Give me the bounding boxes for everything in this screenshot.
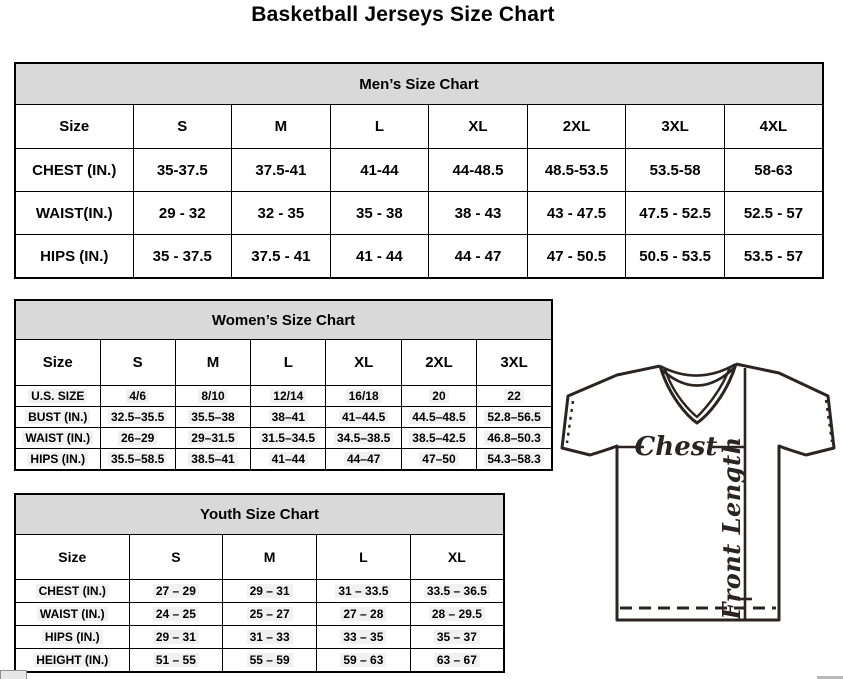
column-header: Size bbox=[15, 535, 129, 580]
table-row bbox=[15, 407, 552, 428]
table-row bbox=[15, 449, 552, 471]
size-value: 25 – 27 bbox=[223, 603, 317, 626]
column-header: XL bbox=[326, 340, 401, 386]
row-label: WAIST(IN.) bbox=[15, 192, 133, 235]
row-label: HIPS (IN.) bbox=[15, 626, 129, 649]
size-value: 29 - 32 bbox=[133, 192, 232, 235]
size-value: 37.5 - 41 bbox=[232, 235, 331, 279]
column-header: S bbox=[100, 340, 175, 386]
column-header: 3XL bbox=[477, 340, 552, 386]
table-row bbox=[15, 192, 823, 235]
table-row bbox=[15, 649, 504, 673]
womens-size-table bbox=[14, 299, 553, 471]
jersey-measurement-diagram bbox=[556, 352, 843, 637]
size-value: 35 - 37.5 bbox=[133, 235, 232, 279]
table-row bbox=[15, 626, 504, 649]
column-header: S bbox=[129, 535, 223, 580]
column-header: L bbox=[317, 535, 411, 580]
row-label: HIPS (IN.) bbox=[15, 449, 100, 471]
chest-measure-label: Chest bbox=[634, 432, 718, 462]
table-row bbox=[15, 386, 552, 407]
vneck-outer-edge bbox=[660, 364, 736, 423]
column-header: 2XL bbox=[527, 105, 626, 149]
size-value: 44.5–48.5 bbox=[401, 407, 476, 428]
size-value: 29–31.5 bbox=[175, 428, 250, 449]
mens-size-table bbox=[14, 62, 824, 279]
size-value: 35 - 38 bbox=[330, 192, 429, 235]
size-value: 58-63 bbox=[724, 149, 823, 192]
size-value: 52.5 - 57 bbox=[724, 192, 823, 235]
size-value: 43 - 47.5 bbox=[527, 192, 626, 235]
size-value: 44–47 bbox=[326, 449, 401, 471]
size-value: 38 - 43 bbox=[429, 192, 528, 235]
row-label: CHEST (IN.) bbox=[15, 149, 133, 192]
column-header: M bbox=[175, 340, 250, 386]
size-value: 52.8–56.5 bbox=[477, 407, 552, 428]
size-value: 24 – 25 bbox=[129, 603, 223, 626]
size-value: 54.3–58.3 bbox=[477, 449, 552, 471]
row-label: HEIGHT (IN.) bbox=[15, 649, 129, 673]
size-value: 41–44 bbox=[251, 449, 326, 471]
column-header: M bbox=[223, 535, 317, 580]
column-header: L bbox=[251, 340, 326, 386]
size-value: 31 – 33.5 bbox=[317, 580, 411, 603]
size-value: 38–41 bbox=[251, 407, 326, 428]
size-value: 35.5–58.5 bbox=[100, 449, 175, 471]
column-header: Size bbox=[15, 105, 133, 149]
size-value: 47 - 50.5 bbox=[527, 235, 626, 279]
size-value: 38.5–42.5 bbox=[401, 428, 476, 449]
size-value: 35.5–38 bbox=[175, 407, 250, 428]
size-value: 35 – 37 bbox=[410, 626, 504, 649]
row-label: U.S. SIZE bbox=[15, 386, 100, 407]
size-value: 34.5–38.5 bbox=[326, 428, 401, 449]
column-header: 2XL bbox=[401, 340, 476, 386]
size-value: 50.5 - 53.5 bbox=[626, 235, 725, 279]
size-value: 47.5 - 52.5 bbox=[626, 192, 725, 235]
jersey-outline bbox=[562, 364, 834, 620]
size-value: 55 – 59 bbox=[223, 649, 317, 673]
size-value: 53.5 - 57 bbox=[724, 235, 823, 279]
table-title: Youth Size Chart bbox=[15, 494, 504, 535]
row-label: WAIST (IN.) bbox=[15, 428, 100, 449]
size-value: 48.5-53.5 bbox=[527, 149, 626, 192]
size-value: 38.5–41 bbox=[175, 449, 250, 471]
size-value: 27 – 29 bbox=[129, 580, 223, 603]
table-row bbox=[15, 580, 504, 603]
size-value: 29 – 31 bbox=[129, 626, 223, 649]
row-label: WAIST (IN.) bbox=[15, 603, 129, 626]
size-value: 41-44 bbox=[330, 149, 429, 192]
table-title: Women’s Size Chart bbox=[15, 300, 552, 340]
size-value: 33 – 35 bbox=[317, 626, 411, 649]
row-label: CHEST (IN.) bbox=[15, 580, 129, 603]
size-value: 27 – 28 bbox=[317, 603, 411, 626]
size-value: 29 – 31 bbox=[223, 580, 317, 603]
row-label: HIPS (IN.) bbox=[15, 235, 133, 279]
column-header: 4XL bbox=[724, 105, 823, 149]
size-value: 35-37.5 bbox=[133, 149, 232, 192]
size-value: 32.5–35.5 bbox=[100, 407, 175, 428]
size-value: 41 - 44 bbox=[330, 235, 429, 279]
table-title: Men’s Size Chart bbox=[15, 63, 823, 105]
size-value: 51 – 55 bbox=[129, 649, 223, 673]
column-header: L bbox=[330, 105, 429, 149]
size-value: 46.8–50.3 bbox=[477, 428, 552, 449]
size-value: 31 – 33 bbox=[223, 626, 317, 649]
size-value: 37.5-41 bbox=[232, 149, 331, 192]
size-value: 44 - 47 bbox=[429, 235, 528, 279]
column-header: XL bbox=[410, 535, 504, 580]
size-value: 53.5-58 bbox=[626, 149, 725, 192]
youth-size-table bbox=[14, 493, 505, 673]
column-header: XL bbox=[429, 105, 528, 149]
cropped-edge-artifact-left bbox=[0, 670, 27, 679]
row-label: BUST (IN.) bbox=[15, 407, 100, 428]
size-value: 59 – 63 bbox=[317, 649, 411, 673]
collar-back-arc bbox=[660, 364, 736, 376]
size-value: 41–44.5 bbox=[326, 407, 401, 428]
size-value: 28 – 29.5 bbox=[410, 603, 504, 626]
size-value: 33.5 – 36.5 bbox=[410, 580, 504, 603]
size-value: 32 - 35 bbox=[232, 192, 331, 235]
column-header: 3XL bbox=[626, 105, 725, 149]
size-value: 22 bbox=[477, 386, 552, 407]
size-value: 16/18 bbox=[326, 386, 401, 407]
table-row bbox=[15, 428, 552, 449]
size-value: 47–50 bbox=[401, 449, 476, 471]
size-value: 31.5–34.5 bbox=[251, 428, 326, 449]
size-value: 20 bbox=[401, 386, 476, 407]
table-row bbox=[15, 235, 823, 279]
size-value: 26–29 bbox=[100, 428, 175, 449]
size-value: 44-48.5 bbox=[429, 149, 528, 192]
column-header: S bbox=[133, 105, 232, 149]
table-row bbox=[15, 149, 823, 192]
column-header: M bbox=[232, 105, 331, 149]
page-title: Basketball Jerseys Size Chart bbox=[251, 3, 555, 26]
size-value: 8/10 bbox=[175, 386, 250, 407]
size-value: 12/14 bbox=[251, 386, 326, 407]
table-row bbox=[15, 603, 504, 626]
front-length-measure-label: Front Length bbox=[717, 436, 746, 620]
column-header: Size bbox=[15, 340, 100, 386]
size-value: 63 – 67 bbox=[410, 649, 504, 673]
size-value: 4/6 bbox=[100, 386, 175, 407]
